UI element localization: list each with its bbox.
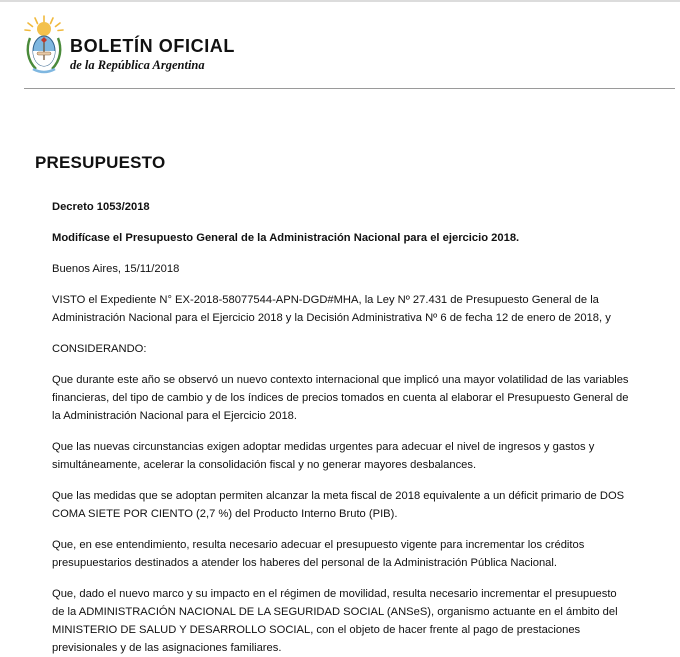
coat-of-arms-icon[interactable] [24,14,64,78]
decree-number: Decreto 1053/2018 [52,201,150,213]
paragraph: Que durante este año se observó un nuevo contexto internacional que implicó una mayor volatilidad de las variables financieras, del tipo de cambio y de los índices de precios tomados en cuenta al elaborar el Presupuesto General de la Administración Nacional para el Ejercicio 2018. [52,374,629,422]
brand-subtitle: de la República Argentina [70,58,205,72]
place-date: Buenos Aires, 15/11/2018 [52,263,180,275]
site-header [24,14,676,90]
paragraph: Que las nuevas circunstancias exigen adoptar medidas urgentes para adecuar el nivel de ingresos y gastos y simultáneamente, acelerar la consolidación fiscal y no generar mayores desbalances. [52,441,595,471]
paragraph: Que las medidas que se adoptan permiten alcanzar la meta fiscal de 2018 equivalente a un déficit primario de DOS COMA SIETE POR CIENTO (2,7 %) del Producto Interno Bruto (PIB). [52,490,625,520]
decree-summary: Modifícase el Presupuesto General de la Administración Nacional para el ejercicio 2018. [52,232,520,244]
paragraph: Que, dado el nuevo marco y su impacto en el régimen de movilidad, resulta necesario incrementar el presupuesto de la ADMINISTRACIÓN NACIONAL DE LA SEGURIDAD SOCIAL (ANSeS), organismo actuante en el ámbito del MINISTERIO DE SALUD Y DESARROLLO SOCIAL, con el objeto de hacer frente al pago de prestaciones previsionales y de las asignaciones familiares. [52,588,618,654]
paragraph-considerando: CONSIDERANDO: [52,343,147,355]
paragraph-visto: VISTO el Expediente N° EX-2018-58077544-APN-DGD#MHA, la Ley Nº 27.431 de Presupuesto General de la Administración Nacional para el Ejercicio 2018 y la Decisión Administrativa Nº 6 de fecha 12 de enero de 2018, y [52,294,611,324]
top-border [0,0,680,2]
brand-title[interactable]: BOLETÍN OFICIAL [70,36,235,56]
section-title: PRESUPUESTO [35,153,166,172]
document-body [52,198,632,657]
brand[interactable] [70,36,235,73]
header-divider [24,88,675,89]
paragraph: Que, en ese entendimiento, resulta necesario adecuar el presupuesto vigente para incrementar los créditos presupuestarios destinados a atender los haberes del personal de la Administración Pública Nacional. [52,539,585,569]
